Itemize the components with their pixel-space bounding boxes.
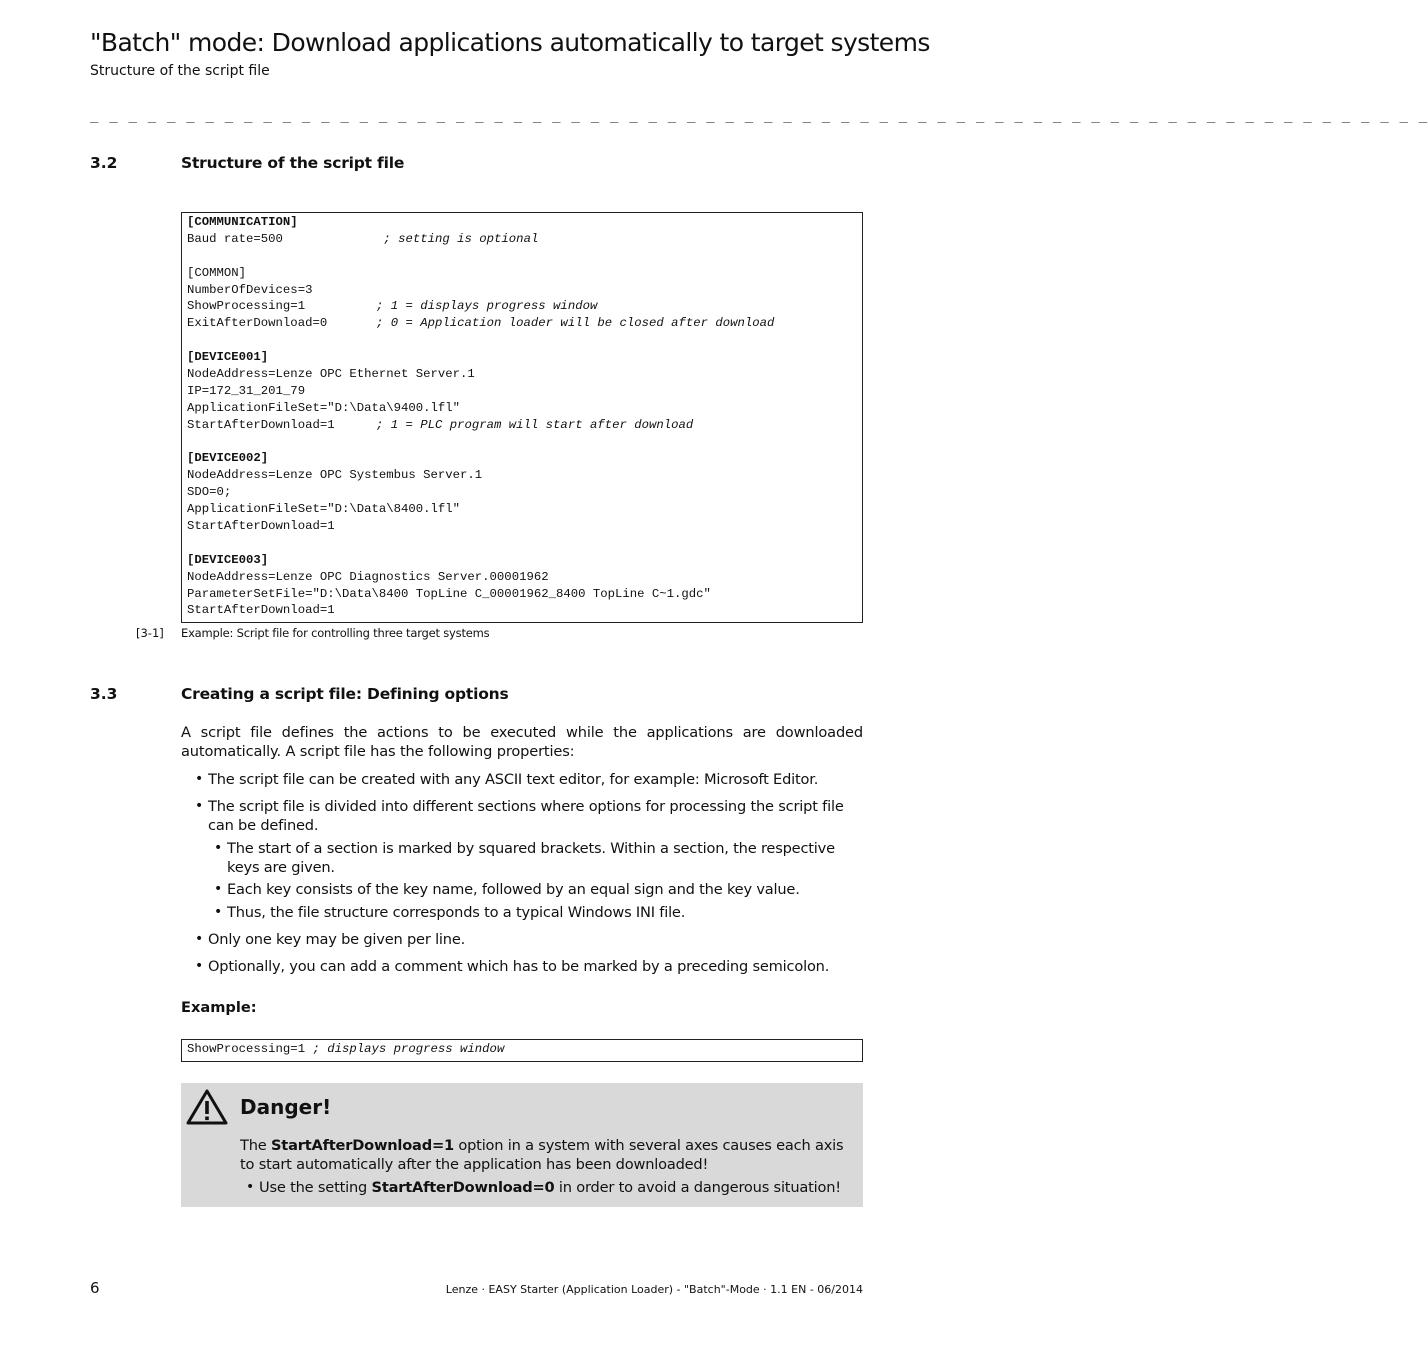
code-comment: ; 1 = displays progress window	[375, 299, 598, 314]
list-item: The script file is divided into different sections where options for processing the script file can be defined.	[208, 798, 844, 834]
code-comment: ; 0 = Application loader will be closed after download	[375, 316, 775, 331]
code-text: NumberOfDevices=3	[187, 282, 313, 297]
code-text: [DEVICE002]	[187, 451, 269, 466]
warning-triangle-icon	[186, 1089, 228, 1125]
example-label: Example:	[181, 999, 257, 1016]
bullet-marker: •	[195, 798, 204, 814]
danger-bullet-marker: •	[246, 1179, 255, 1195]
code-comment: ; setting is optional	[383, 231, 539, 246]
code-line	[187, 214, 862, 231]
code-line	[187, 265, 862, 282]
figure-number: [3-1]	[136, 626, 164, 640]
code-text: [DEVICE003]	[187, 552, 269, 567]
figure-caption: Example: Script file for controlling three target systems	[181, 626, 490, 640]
danger-text-bold: StartAfterDownload=1	[270, 1137, 454, 1154]
code-text: NodeAddress=Lenze OPC Diagnostics Server.00001962	[187, 569, 549, 584]
code-line	[187, 569, 862, 586]
code-text: [DEVICE001]	[187, 350, 269, 365]
code-text: Baud rate=500	[187, 231, 283, 246]
sub-bullet-marker: •	[214, 840, 223, 856]
code-text: NodeAddress=Lenze OPC Ethernet Server.1	[187, 367, 475, 382]
code-line	[187, 518, 862, 535]
code-line	[187, 602, 862, 619]
code-text: [COMMUNICATION]	[187, 215, 298, 229]
code-line	[187, 400, 862, 417]
example-code-line	[187, 1041, 862, 1058]
code-line	[187, 231, 862, 248]
code-line	[187, 586, 862, 603]
code-text: IP=172_31_201_79	[187, 383, 306, 398]
code-line	[187, 248, 862, 265]
code-line	[187, 366, 862, 383]
list-item: The script file can be created with any ASCII text editor, for example: Microsoft Editor.	[208, 771, 819, 788]
code-text: ApplicationFileSet="D:\Data\8400.lfl"	[187, 502, 461, 517]
section-title-3-2: Structure of the script file	[181, 154, 405, 172]
code-line	[187, 552, 862, 569]
sub-bullet-marker: •	[214, 904, 223, 920]
code-text: StartAfterDownload=1	[187, 603, 335, 618]
danger-bullet-bold: StartAfterDownload=0	[371, 1179, 555, 1196]
sub-bullet-marker: •	[214, 881, 223, 897]
code-line	[187, 450, 862, 467]
code-line	[187, 298, 862, 315]
danger-text-before: The	[240, 1137, 271, 1154]
example-code: ShowProcessing=1	[187, 1042, 306, 1056]
code-text: StartAfterDownload=1	[187, 519, 335, 534]
code-line	[187, 434, 862, 451]
page-number: 6	[90, 1279, 100, 1297]
code-line	[187, 332, 862, 349]
sub-list-item: Thus, the file structure corresponds to a typical Windows INI file.	[227, 904, 686, 921]
danger-bullet-after: in order to avoid a dangerous situation!	[554, 1179, 841, 1196]
code-comment: ; 1 = PLC program will start after download	[375, 417, 694, 432]
bullet-marker: •	[195, 771, 204, 787]
danger-bullet-item	[259, 1178, 859, 1197]
code-line	[187, 484, 862, 501]
code-line	[187, 282, 862, 299]
code-line	[187, 501, 862, 518]
page-header-subtitle: Structure of the script file	[90, 63, 270, 79]
code-line	[187, 349, 862, 366]
code-line	[187, 315, 862, 332]
example-comment: ; displays progress window	[305, 1042, 505, 1056]
script-code-block	[181, 212, 863, 623]
code-line	[187, 417, 862, 434]
code-text: ExitAfterDownload=0	[187, 316, 328, 331]
code-line	[187, 467, 862, 484]
section-title-3-3: Creating a script file: Defining options	[181, 685, 509, 703]
code-text: [COMMON]	[187, 265, 247, 280]
code-text: ApplicationFileSet="D:\Data\9400.lfl"	[187, 400, 461, 415]
sub-list-item: Each key consists of the key name, followed by an equal sign and the key value.	[227, 881, 800, 898]
danger-title: Danger!	[240, 1095, 332, 1119]
list-item: Only one key may be given per line.	[208, 931, 466, 948]
page-header-title: "Batch" mode: Download applications automatically to target systems	[90, 28, 930, 57]
sub-list-item: The start of a section is marked by squared brackets. Within a section, the respective keys are given.	[227, 840, 835, 876]
footer-document-info: Lenze · EASY Starter (Application Loader) - "Batch"-Mode · 1.1 EN - 06/2014	[445, 1283, 863, 1296]
header-divider: _ _ _ _ _ _ _ _ _ _ _ _ _ _ _ _ _ _ _ _ _ _ _ _ _ _ _ _ _ _ _ _ _ _ _ _ _ _ _ _ _ _ _ _ _ _ _ _ _ _ _ _ _ _ _ _ _ _ _ _ _ _ _ _ _ _ _ _ _ _	[90, 107, 1428, 123]
section-number-3-2: 3.2	[90, 154, 118, 172]
section-intro-paragraph: A script file defines the actions to be executed while the applications are downloaded automatically. A script file has the following properties:	[181, 724, 863, 760]
danger-bullet-before: Use the setting	[259, 1179, 372, 1196]
list-item: Optionally, you can add a comment which has to be marked by a preceding semicolon.	[208, 958, 830, 975]
bullet-marker: •	[195, 931, 204, 947]
code-text: ParameterSetFile="D:\Data\8400 TopLine C_00001962_8400 TopLine C~1.gdc"	[187, 586, 711, 601]
code-text: ShowProcessing=1	[187, 299, 306, 314]
example-code-block	[181, 1039, 863, 1062]
code-text: SDO=0;	[187, 485, 232, 500]
code-text: NodeAddress=Lenze OPC Systembus Server.1	[187, 468, 483, 483]
danger-text-after: option in a system with several axes causes each axis to start automatically after the application has been downloaded!	[240, 1137, 844, 1173]
code-line	[187, 535, 862, 552]
danger-message	[240, 1136, 852, 1174]
bullet-marker: •	[195, 958, 204, 974]
code-text: StartAfterDownload=1	[187, 417, 335, 432]
code-line	[187, 383, 862, 400]
section-number-3-3: 3.3	[90, 685, 118, 703]
